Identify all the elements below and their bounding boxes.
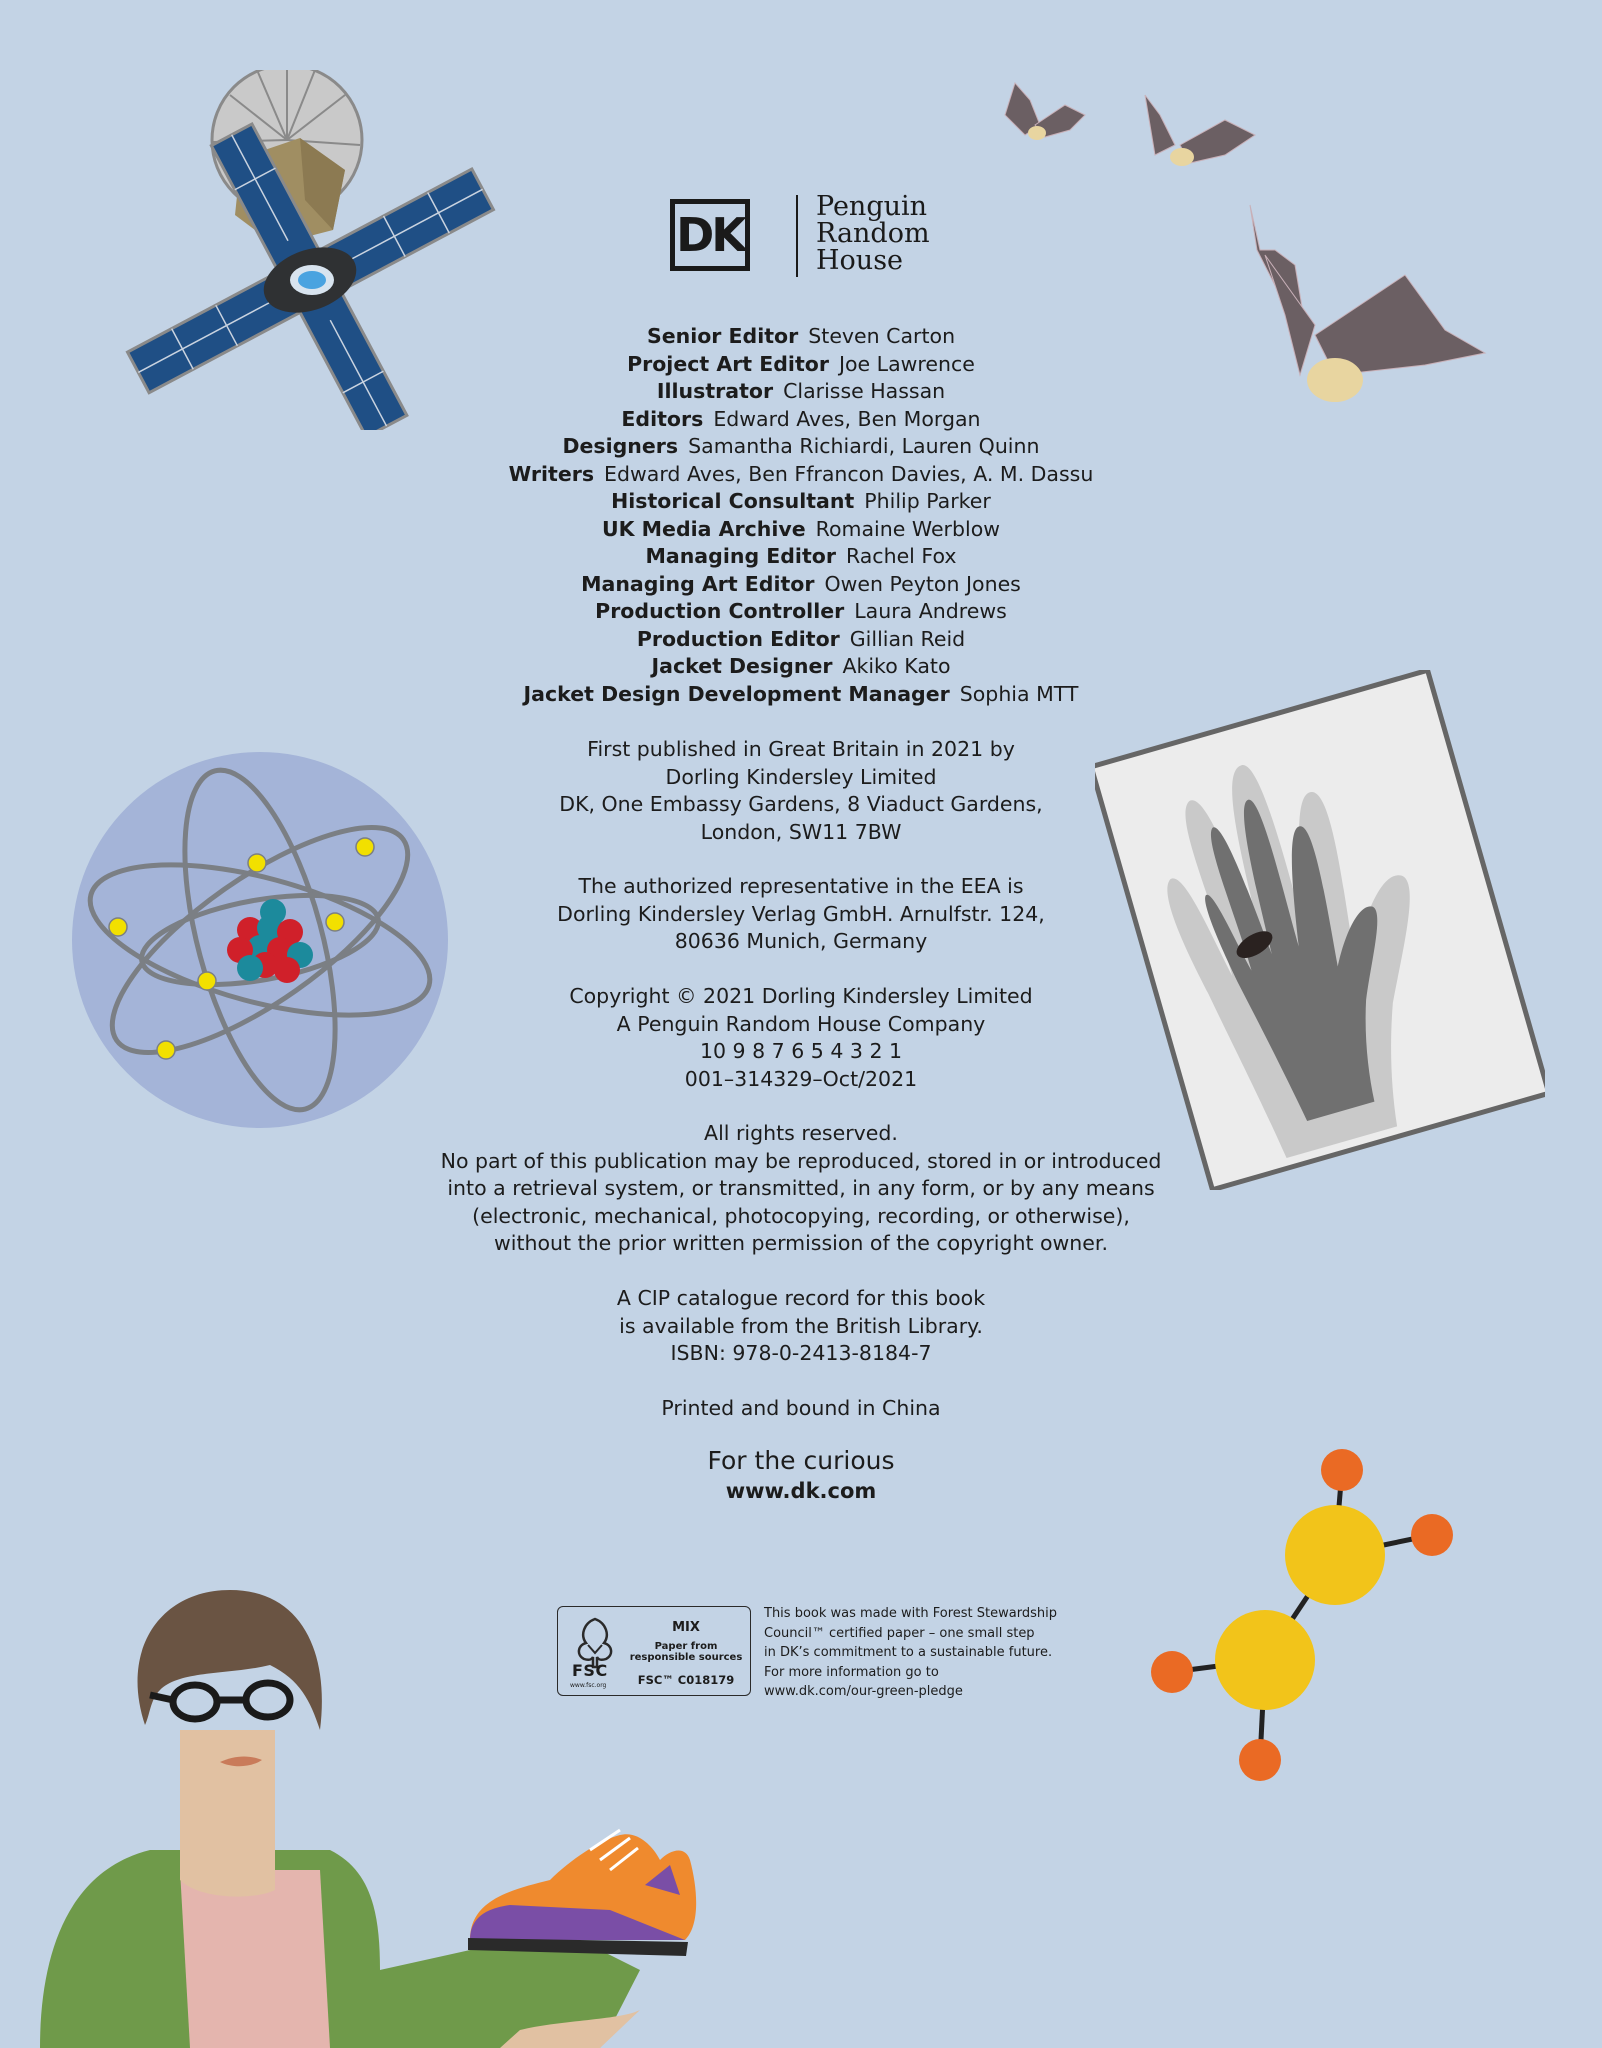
credit-row [0, 406, 1602, 434]
credit-name: Samantha Richiardi, Lauren Quinn [688, 434, 1040, 458]
credit-name: Rachel Fox [845, 544, 957, 568]
text-line: First published in Great Britain in 2021 by [587, 737, 1015, 761]
fsc-mix: MIX [672, 1620, 700, 1635]
credit-name: Edward Aves, Ben Morgan [713, 406, 981, 431]
tagline: For the curious [707, 1446, 895, 1475]
cip-record [0, 1285, 1602, 1368]
credit-row [0, 516, 1602, 544]
credit-role: Production Editor [636, 626, 840, 651]
credit-role: Jacket Design Development Manager [523, 681, 950, 706]
credit-row [0, 323, 1602, 351]
text-line: (electronic, mechanical, photocopying, recording, or otherwise), [472, 1203, 1130, 1228]
atom-illustration [65, 750, 455, 1140]
credit-role: Editors [621, 406, 704, 431]
text-line: Printed and bound in China [661, 1396, 941, 1420]
text-line: No part of this publication may be reproduced, stored in or introduced [440, 1148, 1162, 1173]
text-line: The authorized representative in the EEA is [578, 874, 1024, 898]
credit-name: Steven Carton [808, 324, 956, 348]
credits-list [0, 323, 1602, 708]
credit-row [0, 461, 1602, 489]
text-line: Council™ certified paper – one small step [764, 1625, 1035, 1641]
text-line: A CIP catalogue record for this book [616, 1286, 986, 1310]
credit-row [0, 626, 1602, 654]
fsc-url: www.fsc.org [570, 1682, 607, 1689]
credit-name: Philip Parker [864, 489, 991, 513]
fsc-mark: FSC [572, 1661, 608, 1680]
logo-divider [796, 195, 798, 277]
credit-role: Managing Art Editor [581, 571, 815, 596]
penguin-random-house-wordmark [816, 193, 930, 274]
text-line: Paper from [654, 1641, 718, 1652]
text-line: in DK’s commitment to a sustainable future. [764, 1645, 1053, 1660]
prh-line: Penguin [816, 191, 928, 222]
green-pledge-link[interactable]: www.dk.com/our-green-pledge [764, 1684, 963, 1699]
credit-name: Laura Andrews [854, 599, 1007, 623]
credit-row [0, 351, 1602, 379]
isbn: ISBN: 978-0-2413-8184-7 [670, 1341, 932, 1365]
text-line: into a retrieval system, or transmitted, in any form, or by any means [447, 1176, 1155, 1200]
xray-hand-illustration [1095, 670, 1545, 1190]
credit-name: Clarisse Hassan [783, 379, 946, 403]
credit-role: Jacket Designer [651, 654, 833, 678]
prh-line: Random [816, 218, 930, 249]
text-line: without the prior written permission of the copyright owner. [494, 1231, 1108, 1255]
text-line: Dorling Kindersley Limited [665, 764, 937, 789]
text-line: All rights reserved. [704, 1121, 898, 1145]
text-line: This book was made with Forest Stewardship [764, 1606, 1057, 1621]
credit-row [0, 543, 1602, 571]
credit-row [0, 571, 1602, 599]
credit-role: UK Media Archive [601, 516, 806, 541]
credit-row [0, 378, 1602, 406]
credit-row [0, 488, 1602, 516]
text-line: A Penguin Random House Company [616, 1011, 986, 1036]
credit-role: Designers [562, 434, 679, 458]
credit-role: Writers [508, 461, 595, 486]
credit-name: Akiko Kato [842, 654, 951, 678]
credit-name: Gillian Reid [849, 626, 966, 651]
credit-role: Project Art Editor [627, 351, 829, 376]
credit-row [0, 598, 1602, 626]
text-line: 10 9 8 7 6 5 4 3 2 1 [699, 1039, 903, 1063]
text-line: 001–314329–Oct/2021 [684, 1066, 918, 1091]
text-line: For more information go to [764, 1664, 939, 1680]
text-line: is available from the British Library. [619, 1313, 983, 1338]
text-line: London, SW11 7BW [700, 819, 902, 844]
credit-role: Illustrator [656, 379, 774, 403]
person-with-shoe-illustration [0, 1550, 740, 2048]
credit-name: Owen Peyton Jones [824, 571, 1021, 596]
credit-role: Production Controller [595, 599, 845, 623]
publisher-logo [670, 191, 950, 280]
prh-line: House [816, 245, 904, 276]
credit-role: Historical Consultant [611, 489, 855, 513]
text-line: DK, One Embassy Gardens, 8 Viaduct Gardens, [559, 792, 1043, 816]
text-line: Copyright © 2021 Dorling Kindersley Limited [569, 984, 1033, 1008]
credit-name: Romaine Werblow [815, 516, 1000, 541]
credit-role: Managing Editor [645, 544, 836, 568]
credit-role: Senior Editor [646, 324, 799, 348]
text-line: responsible sources [629, 1652, 743, 1663]
credit-name: Edward Aves, Ben Ffrancon Davies, A. M. Dassu [604, 461, 1094, 486]
dk-logo: DK [670, 199, 750, 271]
fsc-code: FSC™ C018179 [637, 1673, 735, 1687]
credit-name: Joe Lawrence [838, 351, 975, 376]
credit-row [0, 433, 1602, 461]
credit-name: Sophia MTT [959, 681, 1079, 706]
molecule-illustration [1140, 1440, 1470, 1790]
fsc-note [764, 1604, 1057, 1702]
text-line: Dorling Kindersley Verlag GmbH. Arnulfstr. 124, [557, 901, 1045, 926]
website-link[interactable]: www.dk.com [725, 1479, 877, 1503]
text-line: 80636 Munich, Germany [674, 929, 928, 953]
printed-in [0, 1395, 1602, 1423]
